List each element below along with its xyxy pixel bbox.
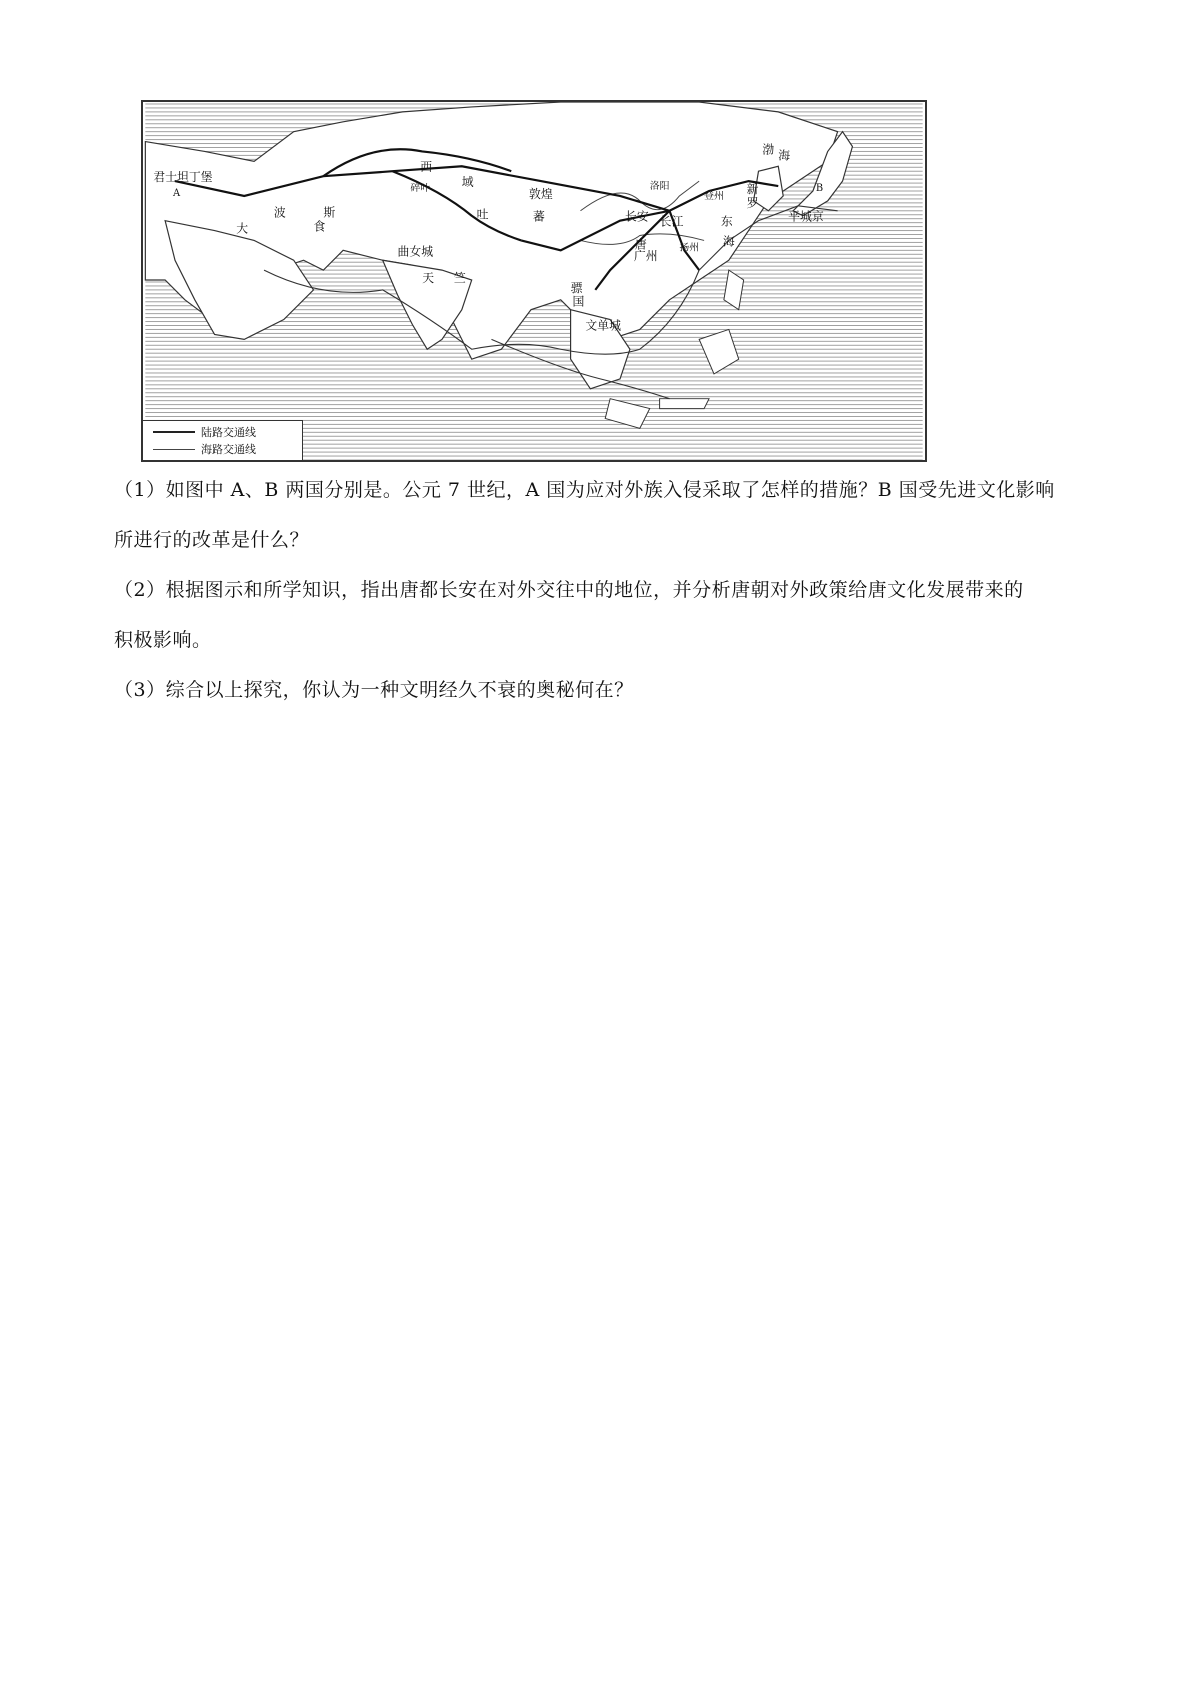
question-2-line-2: 积极影响。: [114, 629, 212, 651]
label-bo-hai-2: 海: [778, 148, 791, 163]
label-zhu: 竺: [453, 270, 466, 285]
map-svg: [143, 102, 925, 460]
label-dunhuang: 敦煌: [529, 186, 553, 201]
legend-land-route: [153, 424, 256, 440]
label-piao: 骠: [570, 280, 583, 295]
java: [660, 399, 709, 409]
legend-sea-label: 海路交通线: [201, 443, 256, 456]
question-2-line-1: （2）根据图示和所学知识，指出唐都长安在对外交往中的地位，并分析唐朝对外政策给唐文化发展带来的: [114, 579, 1024, 601]
tang-trade-routes-map: [141, 100, 927, 462]
legend-land-label: 陆路交通线: [201, 426, 256, 439]
label-da: 大: [236, 221, 249, 236]
question-1-line-2: 所进行的改革是什么？: [114, 529, 310, 551]
label-si: 斯: [323, 205, 336, 220]
label-luoyang: 洛阳: [649, 181, 670, 193]
label-wenchancheng: 文单城: [585, 318, 622, 333]
label-yu: 域: [461, 175, 474, 190]
label-xi: 西: [420, 160, 433, 175]
question-3-line-1: （3）综合以上探究，你认为一种文明经久不衰的奥秘何在？: [114, 679, 634, 701]
map-legend: [143, 420, 303, 460]
label-dengzhou: 登州: [704, 190, 724, 202]
label-guo: 国: [572, 294, 585, 309]
question-1-line-1: （1）如图中 A、B 两国分别是。公元 7 世纪，A 国为应对外族入侵采取了怎样的措施？B 国受先进文化影响: [114, 479, 1055, 501]
label-bo-hai-1: 渤: [762, 142, 775, 157]
label-tubo: 蕃: [533, 209, 545, 224]
label-bo: 波: [273, 205, 286, 220]
label-changan: 长安: [624, 209, 649, 224]
label-luo: 罗: [746, 195, 759, 210]
label-tang: 唐: [634, 237, 647, 252]
label-dong: 东: [720, 214, 733, 229]
label-donghai-hai: 海: [722, 234, 735, 249]
label-b-marker: B: [815, 183, 824, 195]
sea-route-swatch: [153, 449, 195, 450]
label-xin: 新: [746, 181, 759, 196]
label-a-marker: A: [173, 187, 181, 199]
question-3: [114, 665, 1104, 715]
question-2: [114, 565, 1104, 665]
land-route-swatch: [153, 431, 195, 433]
label-pingchengjing: 平城京: [788, 209, 824, 224]
label-tian: 天: [422, 270, 435, 285]
label-shi: 食: [313, 219, 326, 234]
label-guangzhou: 广州: [633, 249, 658, 264]
label-suiye: 碎叶: [410, 183, 431, 195]
label-constantinople: 君士坦丁堡: [153, 170, 213, 185]
label-yangzhou: 扬州: [679, 242, 700, 254]
question-1: [114, 465, 1104, 565]
label-changjiang: 长江: [659, 214, 684, 229]
label-qunvcheng: 曲女城: [397, 244, 434, 259]
legend-sea-route: [153, 441, 256, 457]
label-tu: 吐: [476, 207, 489, 222]
